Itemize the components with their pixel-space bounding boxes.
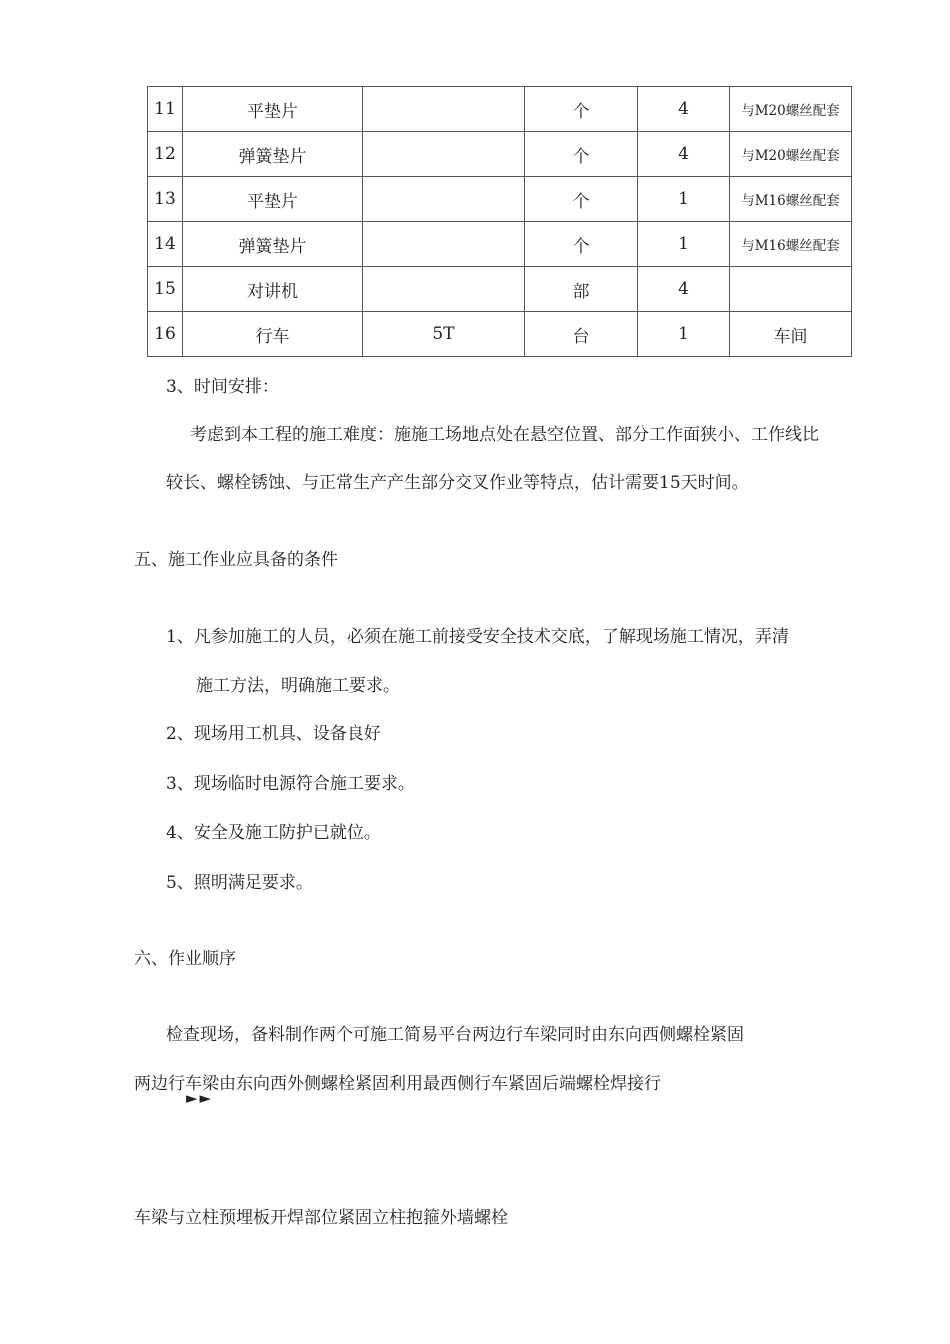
item-name: 平垫片: [183, 177, 363, 222]
time-schedule-paragraph-line1: 考虑到本工程的施工难度：施施工场地点处在悬空位置、部分工作面狭小、工作线比: [190, 425, 819, 445]
table-row: [148, 222, 852, 267]
materials-table: [147, 86, 852, 357]
item-name: 对讲机: [183, 267, 363, 312]
item-unit: 个: [525, 177, 638, 222]
work-sequence-line1: 检查现场，备料制作两个可施工简易平台两边行车梁同时由东向西侧螺栓紧固: [166, 1025, 744, 1045]
item-quantity: 1: [638, 312, 730, 357]
item-remark: [730, 267, 852, 312]
condition-item-5: 5、照明满足要求。: [166, 873, 313, 893]
item-remark: 与M20螺丝配套: [730, 87, 852, 132]
condition-item-4: 4、安全及施工防护已就位。: [166, 823, 381, 843]
item-name: 弹簧垫片: [183, 222, 363, 267]
item-remark: 车间: [730, 312, 852, 357]
section6-heading: 六、作业顺序: [134, 949, 236, 969]
item-quantity: 4: [638, 132, 730, 177]
item-name: 平垫片: [183, 87, 363, 132]
item-unit: 个: [525, 132, 638, 177]
row-number: 15: [148, 267, 183, 312]
table-row: [148, 177, 852, 222]
item-spec: [363, 87, 525, 132]
time-schedule-paragraph-line2: 较长、螺栓锈蚀、与正常生产产生部分交叉作业等特点，估计需要15天时间。: [166, 473, 749, 493]
item-name: 弹簧垫片: [183, 132, 363, 177]
item-unit: 个: [525, 87, 638, 132]
work-sequence-line3: 车梁与立柱预埋板开焊部位紧固立柱抱箍外墙螺栓: [134, 1208, 508, 1228]
table-row: [148, 132, 852, 177]
table-row: [148, 267, 852, 312]
section5-heading: 五、施工作业应具备的条件: [134, 550, 338, 570]
item-unit: 个: [525, 222, 638, 267]
condition-item-3: 3、现场临时电源符合施工要求。: [166, 774, 415, 794]
row-number: 12: [148, 132, 183, 177]
row-number: 13: [148, 177, 183, 222]
row-number: 11: [148, 87, 183, 132]
work-sequence-line2: 两边行车梁由东向西外侧螺栓紧固利用最西侧行车紧固后端螺栓焊接行: [134, 1074, 661, 1094]
arrow-icon: ►►: [186, 1089, 214, 1107]
table-row: [148, 87, 852, 132]
condition-item-1-line2: 施工方法，明确施工要求。: [196, 676, 400, 696]
item-spec: [363, 267, 525, 312]
item-remark: 与M20螺丝配套: [730, 132, 852, 177]
item-spec: 5T: [363, 312, 525, 357]
condition-item-2: 2、现场用工机具、设备良好: [166, 724, 381, 744]
item-name: 行车: [183, 312, 363, 357]
item-spec: [363, 177, 525, 222]
item-unit: 部: [525, 267, 638, 312]
item-unit: 台: [525, 312, 638, 357]
item-remark: 与M16螺丝配套: [730, 177, 852, 222]
row-number: 14: [148, 222, 183, 267]
condition-item-1-line1: 1、凡参加施工的人员，必须在施工前接受安全技术交底，了解现场施工情况，弄清: [166, 627, 789, 647]
time-schedule-heading: 3、时间安排：: [166, 377, 279, 397]
item-remark: 与M16螺丝配套: [730, 222, 852, 267]
item-spec: [363, 222, 525, 267]
item-quantity: 1: [638, 177, 730, 222]
row-number: 16: [148, 312, 183, 357]
item-spec: [363, 132, 525, 177]
item-quantity: 4: [638, 87, 730, 132]
table-row: [148, 312, 852, 357]
item-quantity: 4: [638, 267, 730, 312]
item-quantity: 1: [638, 222, 730, 267]
